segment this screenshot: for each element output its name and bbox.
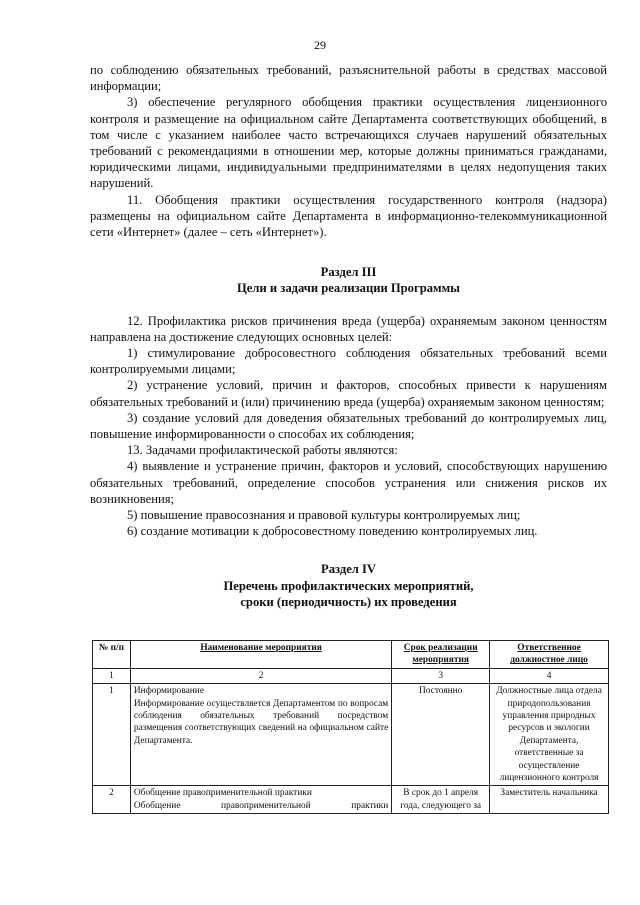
section-subtitle: Перечень профилактических мероприятий, (223, 578, 474, 593)
table-row (93, 684, 609, 786)
activity-title: Обобщение правоприменительной практики (133, 788, 312, 799)
activity-cell (130, 786, 391, 814)
activity-text: Информирование осуществляется Департаментом по вопросам соблюдения обязательных требований посредством размещения соответствующих сведений на официальном сайте Департамента. (133, 698, 389, 746)
paragraph: 3) создание условий для доведения обязательных требований до контролируемых лиц, повышение информированности о способах их соблюдения; (90, 410, 607, 442)
activity-cell (130, 684, 391, 786)
col-number: 2 (130, 668, 391, 683)
activities-table (92, 640, 609, 814)
header-number: № п/п (93, 641, 131, 669)
section-title: Раздел III (320, 265, 377, 280)
section-subtitle: сроки (периодичность) их проведения (240, 594, 457, 609)
section-title: Раздел IV (321, 562, 376, 577)
activity-text: Обобщение правоприменительной практики (133, 800, 389, 811)
paragraph: 2) устранение условий, причин и факторов, способных привести к нарушениям обязательных требований и (или) причинению вреда (ущерба) охраняемым законом ценностям; (90, 378, 607, 409)
col-number: 3 (392, 668, 490, 683)
paragraph: 6) создание мотивации к добросовестному поведению контролируемых лиц. (127, 524, 538, 539)
paragraph: 11. Обобщения практики осуществления государственного контроля (надзора) размещены на официальном сайте Департамента в информационно-телекоммуникационной сети «Интернет» (далее – сеть «Интернет»). (90, 192, 607, 240)
term-cell: В срок до 1 апреля года, следующего за (392, 786, 490, 814)
term-cell: Постоянно (392, 684, 490, 786)
header-responsible: Ответственное должностное лицо (490, 641, 609, 669)
activity-title: Информирование (133, 686, 204, 697)
table-numbering-row (93, 668, 609, 683)
header-name: Наименование мероприятия (130, 641, 391, 669)
table-header-row (93, 641, 609, 669)
paragraph: 12. Профилактика рисков причинения вреда (ущерба) охраняемым законом ценностям направлена на достижение следующих основных целей: (90, 313, 607, 344)
section-subtitle: Цели и задачи реализации Программы (237, 281, 460, 296)
paragraph: 13. Задачами профилактической работы являются: (127, 443, 398, 458)
col-number: 1 (93, 668, 131, 683)
responsible-cell: Заместитель начальника (490, 786, 609, 814)
row-number: 1 (93, 684, 131, 786)
paragraph: по соблюдению обязательных требований, разъяснительной работы в средствах массовой информации; (90, 63, 607, 94)
paragraph: 1) стимулирование добросовестного соблюдения обязательных требований всеми контролируемыми лицами; (90, 346, 607, 377)
row-number: 2 (93, 786, 131, 814)
paragraph: 4) выявление и устранение причин, факторов и условий, способствующих нарушению обязательных требований, определение способов устранения или снижения рисков их возникновения; (90, 459, 607, 506)
table-row (93, 786, 609, 814)
document-body (90, 62, 607, 610)
paragraph: 3) обеспечение регулярного обобщения практики осуществления лицензионного контроля и размещение на официальном сайте Департамента соответствующих обобщений, в том числе с указанием наиболее часто встречающихся случаев нарушений обязательных требований с рекомендациями в отношении мер, которые должны приниматься гражданами, юридическими лицами, индивидуальными предпринимателями в целях недопущения таких нарушений. (90, 95, 607, 191)
responsible-cell: Должностные лица отдела природопользования управления природных ресурсов и экологии Департамента, ответственные за осуществление лицензионного контроля (490, 684, 609, 786)
header-term: Срок реализации мероприятия (392, 641, 490, 669)
page-number: 29 (314, 38, 326, 52)
col-number: 4 (490, 668, 609, 683)
paragraph: 5) повышение правосознания и правовой культуры контролируемых лиц; (127, 508, 521, 523)
